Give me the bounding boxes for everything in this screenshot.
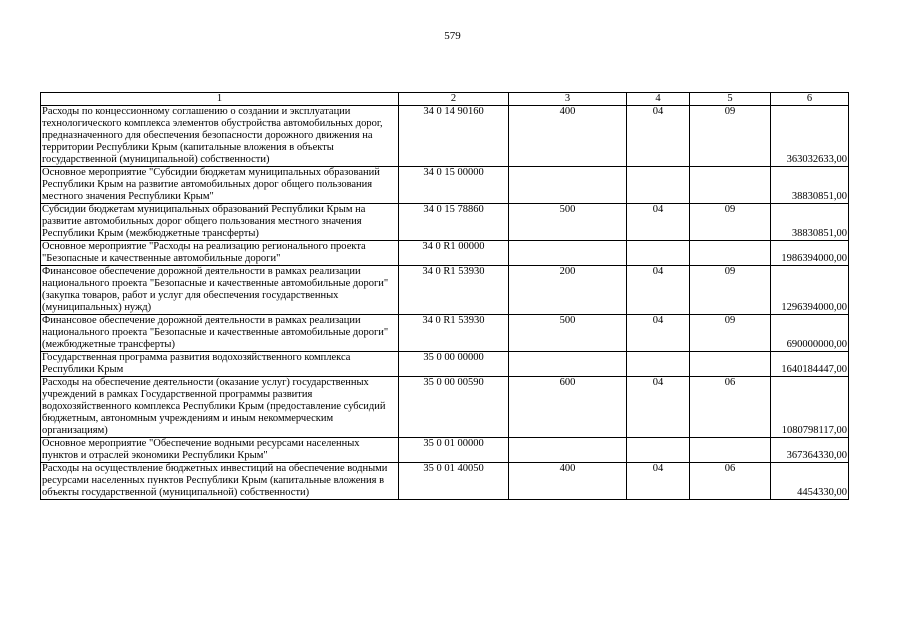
row-expense-type	[509, 241, 627, 266]
row-name: Государственная программа развития водохозяйственного комплекса Республики Крым	[41, 352, 399, 377]
row-section: 04	[627, 204, 690, 241]
row-amount: 38830851,00	[771, 204, 849, 241]
row-name: Расходы по концессионному соглашению о создании и эксплуатации технологического комплекса элементов обустройства автомобильных дорог, предназначенного для обеспечения безопасности дорожного движения на территории Республики Крым (капитальные вложения в объекты государственной (муниципальной) собственности)	[41, 106, 399, 167]
row-amount: 363032633,00	[771, 106, 849, 167]
row-amount: 690000000,00	[771, 315, 849, 352]
row-subsection: 09	[690, 266, 771, 315]
table-row	[41, 106, 849, 167]
row-section: 04	[627, 106, 690, 167]
column-header-5: 5	[690, 93, 771, 106]
row-amount: 1986394000,00	[771, 241, 849, 266]
row-expense-type	[509, 352, 627, 377]
row-name: Финансовое обеспечение дорожной деятельности в рамках реализации национального проекта "Безопасные и качественные автомобильные дороги" (межбюджетные трансферты)	[41, 315, 399, 352]
row-code: 34 0 R1 00000	[399, 241, 509, 266]
row-section: 04	[627, 377, 690, 438]
table-row	[41, 352, 849, 377]
row-subsection: 09	[690, 315, 771, 352]
table-row	[41, 167, 849, 204]
row-subsection	[690, 241, 771, 266]
row-section	[627, 241, 690, 266]
row-code: 35 0 00 00590	[399, 377, 509, 438]
column-header-1: 1	[41, 93, 399, 106]
row-section: 04	[627, 463, 690, 500]
table-row	[41, 463, 849, 500]
row-expense-type	[509, 167, 627, 204]
row-name: Субсидии бюджетам муниципальных образований Республики Крым на развитие автомобильных дорог общего пользования местного значения Республики Крым (межбюджетные трансферты)	[41, 204, 399, 241]
row-subsection: 06	[690, 463, 771, 500]
column-header-4: 4	[627, 93, 690, 106]
row-code: 34 0 15 00000	[399, 167, 509, 204]
row-code: 34 0 14 90160	[399, 106, 509, 167]
page-number: 579	[444, 30, 461, 42]
row-section	[627, 167, 690, 204]
row-code: 35 0 01 00000	[399, 438, 509, 463]
row-code: 34 0 R1 53930	[399, 315, 509, 352]
row-expense-type: 200	[509, 266, 627, 315]
row-subsection: 06	[690, 377, 771, 438]
table-row	[41, 266, 849, 315]
row-section	[627, 438, 690, 463]
row-name: Финансовое обеспечение дорожной деятельности в рамках реализации национального проекта "Безопасные и качественные автомобильные дороги" (закупка товаров, работ и услуг для обеспечения государственных (муниципальных) нужд)	[41, 266, 399, 315]
row-subsection	[690, 438, 771, 463]
row-name: Основное мероприятие "Расходы на реализацию регионального проекта "Безопасные и качественные автомобильные дороги"	[41, 241, 399, 266]
row-name: Основное мероприятие "Обеспечение водными ресурсами населенных пунктов и отраслей экономики Республики Крым"	[41, 438, 399, 463]
row-code: 34 0 15 78860	[399, 204, 509, 241]
row-amount: 1080798117,00	[771, 377, 849, 438]
row-section: 04	[627, 266, 690, 315]
row-subsection: 09	[690, 106, 771, 167]
column-header-2: 2	[399, 93, 509, 106]
table-row	[41, 438, 849, 463]
row-amount: 1296394000,00	[771, 266, 849, 315]
row-expense-type: 500	[509, 315, 627, 352]
row-name: Основное мероприятие "Субсидии бюджетам муниципальных образований Республики Крым на развитие автомобильных дорог общего пользования местного значения Республики Крым"	[41, 167, 399, 204]
row-code: 35 0 00 00000	[399, 352, 509, 377]
column-header-3: 3	[509, 93, 627, 106]
row-code: 35 0 01 40050	[399, 463, 509, 500]
row-code: 34 0 R1 53930	[399, 266, 509, 315]
table-row	[41, 377, 849, 438]
table-header-row	[41, 93, 849, 106]
table-row	[41, 315, 849, 352]
column-header-6: 6	[771, 93, 849, 106]
row-name: Расходы на осуществление бюджетных инвестиций на обеспечение водными ресурсами населенных пунктов Республики Крым (капитальные вложения в объекты государственной (муниципальной) собственности)	[41, 463, 399, 500]
table-row	[41, 204, 849, 241]
row-amount: 367364330,00	[771, 438, 849, 463]
row-expense-type: 400	[509, 463, 627, 500]
row-section: 04	[627, 315, 690, 352]
budget-table	[40, 92, 849, 500]
row-name: Расходы на обеспечение деятельности (оказание услуг) государственных учреждений в рамках Государственной программы развития водохозяйственного комплекса Республики Крым (предоставление субсидий бюджетным, автономным учреждениям и иным некоммерческим организациям)	[41, 377, 399, 438]
row-section	[627, 352, 690, 377]
row-amount: 4454330,00	[771, 463, 849, 500]
table-row	[41, 241, 849, 266]
row-expense-type: 500	[509, 204, 627, 241]
row-subsection	[690, 352, 771, 377]
row-amount: 38830851,00	[771, 167, 849, 204]
row-expense-type: 400	[509, 106, 627, 167]
row-subsection: 09	[690, 204, 771, 241]
table-body	[41, 106, 849, 500]
row-amount: 1640184447,00	[771, 352, 849, 377]
row-subsection	[690, 167, 771, 204]
row-expense-type	[509, 438, 627, 463]
row-expense-type: 600	[509, 377, 627, 438]
